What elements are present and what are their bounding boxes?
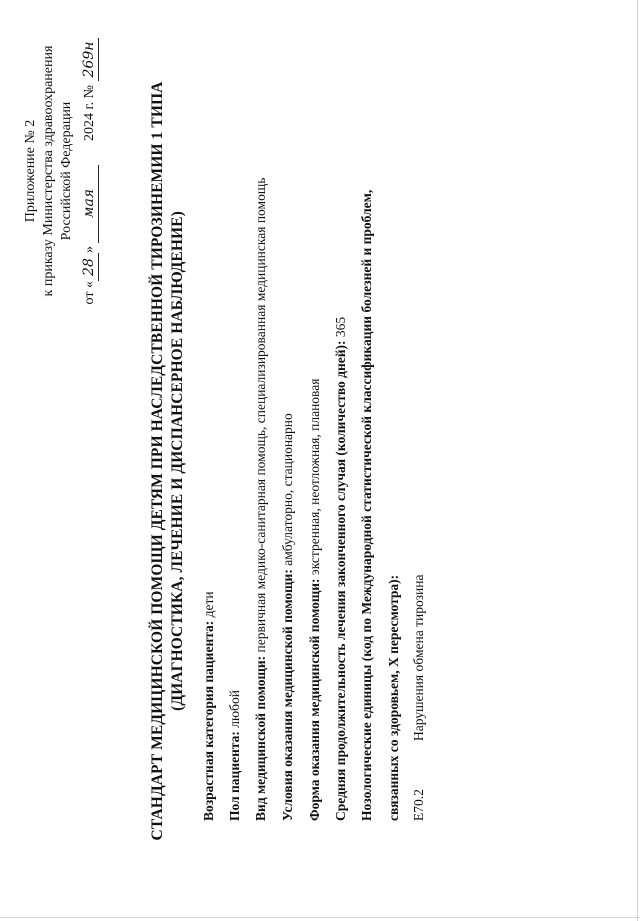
icd-code-row [410,575,428,822]
title-line-2: (ДИАГНОСТИКА, ЛЕЧЕНИЕ И ДИСПАНСЕРНОЕ НАБЛЮДЕНИЕ) [169,211,186,711]
field-age [200,591,218,821]
icd-code: E70.2 [411,789,426,821]
form-label: Форма оказания медицинской помощи: [307,578,322,821]
field-nosology-cont [385,575,403,821]
date-day: 28 [80,253,99,281]
conditions-label: Условия оказания медицинской помощи: [280,569,295,821]
field-duration [332,317,350,821]
date-year: 2024 г. № [82,85,97,142]
appendix-header [22,21,99,321]
date-prefix: от « [82,281,97,305]
date-month: мая [80,165,99,243]
appendix-federation: Российской Федерации [59,101,74,241]
icd-name: Нарушения обмена тирозина [411,574,426,741]
care-type-value: первичная медико-санитарная помощь, специализированная медицинская помощь [253,177,268,656]
field-form [306,379,324,821]
title-line-1: СТАНДАРТ МЕДИЦИНСКОЙ ПОМОЩИ ДЕТЯМ ПРИ НАСЛЕДСТВЕННОЙ ТИРОЗИНЕМИИ 1 ТИПА [149,81,166,841]
age-label: Возрастная категория пациента: [201,620,216,821]
appendix-order-ref: к приказу Министерства здравоохранения [41,45,56,297]
appendix-date-line [80,21,99,321]
field-sex [226,690,244,821]
nosology-line-1: Нозологические единицы (код по Международной статистической классификации болезней и проблем, [359,189,374,821]
form-value: экстренная, неотложная, плановая [307,378,322,579]
age-value: дети [201,591,216,621]
nosology-line-2: связанных со здоровьем, X пересмотра): [386,574,401,821]
document-title [148,81,188,841]
duration-label: Средняя продолжительность лечения законченного случая (количество дней): [333,340,348,821]
date-mid: » [82,246,97,254]
field-nosology [358,190,376,821]
conditions-value: амбулаторно, стационарно [280,413,295,570]
appendix-number: Приложение № 2 [23,119,38,223]
field-conditions [279,413,297,821]
field-care-type [252,178,270,821]
order-number: 269н [80,38,99,82]
sex-value: любой [227,690,242,732]
care-type-label: Вид медицинской помощи: [253,655,268,821]
duration-value: 365 [333,316,348,341]
sex-label: Пол пациента: [227,731,242,821]
